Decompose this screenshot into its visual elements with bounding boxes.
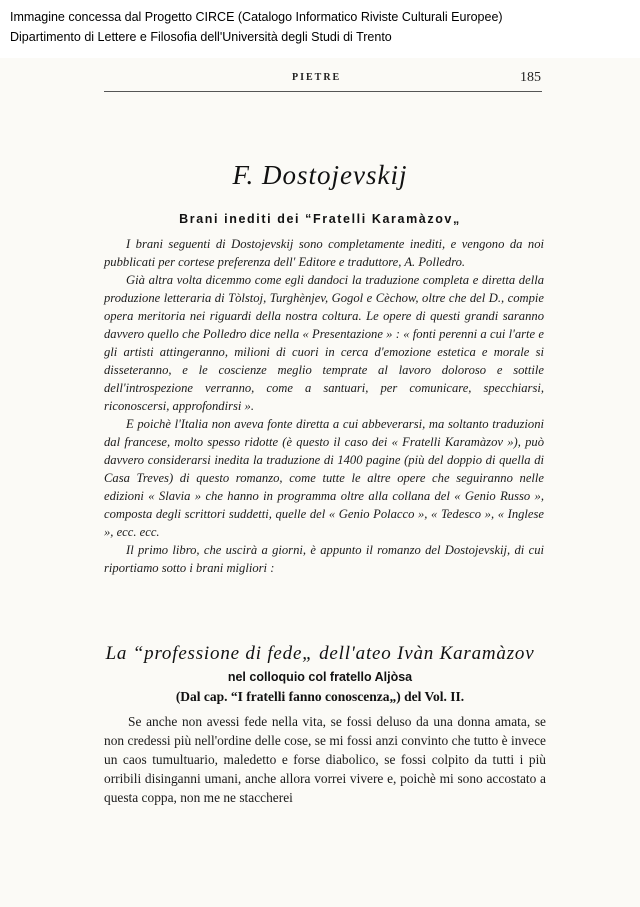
image-credit xyxy=(10,7,503,47)
intro-paragraph: Già altra volta dicemmo come egli dandoci la traduzione completa e diretta della produzione letteraria di Tòlstoj, Turghènjev, Gogol e Cèchow, oltre che del D., compie opera meritoria nei riguardi della nostra coltura. Le opere di questi grandi saranno davvero quello che Polledro dice nella « Presentazione » : « fonti perenni a cui l'arte e gli artisti attingeranno, milioni di cuori in cerca d'emozione estetica e morale si disseteranno, e le coscienze meglio temprate al lavoro doloroso e sottile dell'introspezione verranno, come a santuari, per comunicare, specchiarsi, riconoscersi, approfondirsi ». xyxy=(104,273,544,413)
page-number: 185 xyxy=(520,70,541,85)
credit-line-2: Dipartimento di Lettere e Filosofia dell'Università degli Studi di Trento xyxy=(10,30,392,44)
section-title: La “professione di fede„ dell'ateo Ivàn Karamàzov xyxy=(105,643,535,664)
intro-paragraph: I brani seguenti di Dostojevskij sono completamente inediti, e vengono da noi pubblicati per cortese preferenza dell' Editore e traduttore, A. Polledro. xyxy=(104,237,544,269)
body-text xyxy=(104,712,546,807)
body-paragraph: Se anche non avessi fede nella vita, se fossi deluso da una donna amata, se non credessi più nell'ordine delle cose, se mi fossi anzi convinto che tutto è invece un caos tumultuario, maledetto e forse diabolico, se fossi colpito da tutti i più orribili disinganni umani, anche allora vorrei vivere e, poichè mi sono accostato a questa coppa, non me ne staccherei xyxy=(104,714,546,805)
credit-line-1: Immagine concessa dal Progetto CIRCE (Catalogo Informatico Riviste Culturali Europee) xyxy=(10,10,503,24)
running-head-title: PIETRE xyxy=(292,72,342,83)
intro-paragraph: Il primo libro, che uscirà a giorni, è appunto il romanzo del Dostojevskij, di cui riportiamo sotto i brani migliori : xyxy=(104,543,544,575)
section-source: (Dal cap. “I fratelli fanno conoscenza„) del Vol. II. xyxy=(175,689,465,704)
section-subtitle: nel colloquio col fratello Aljòsa xyxy=(227,670,413,684)
intro-text xyxy=(104,235,544,577)
article-subtitle: Brani inediti dei “Fratelli Karamàzov„ xyxy=(179,212,461,226)
running-head xyxy=(0,70,640,90)
article-author: F. Dostojevskij xyxy=(232,160,408,190)
intro-paragraph: E poichè l'Italia non aveva fonte diretta a cui abbeverarsi, ma soltanto traduzioni dal francese, molto spesso ridotte (è questo il caso dei « Fratelli Karamàzov »), può davvero considerarsi inedita la traduzione di 1400 pagine (più del doppio di quella di Casa Treves) di questo romanzo, come tutte le altre opere che seguiranno nelle edizioni « Slavia » che hanno in programma oltre alla collana del « Genio Russo », composta degli scrittori suddetti, quelle del « Genio Polacco », « Tedesco », « Inglese », ecc. ecc. xyxy=(104,417,544,539)
header-rule xyxy=(104,91,542,92)
